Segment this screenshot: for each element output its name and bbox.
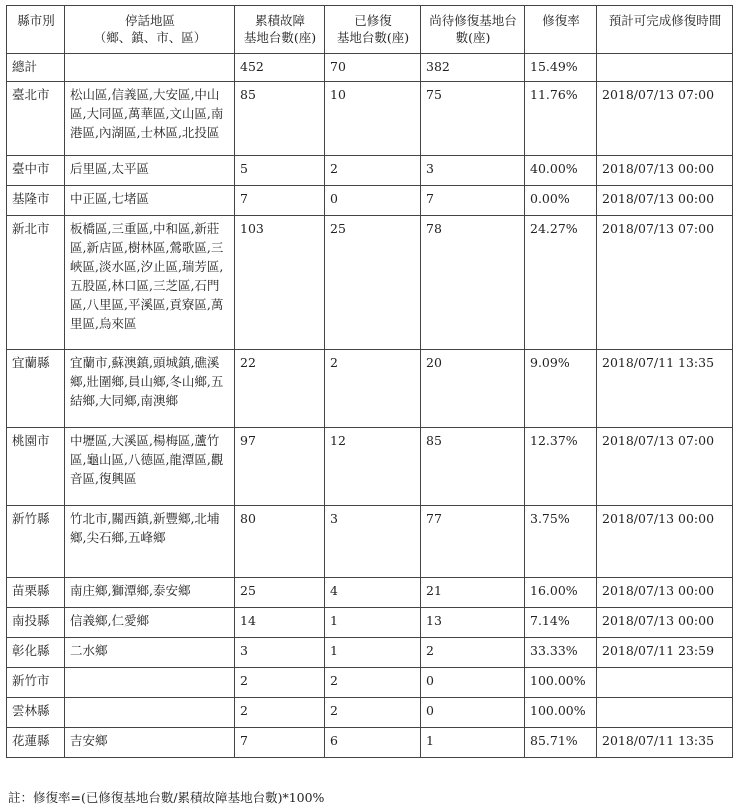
cell-county: 新北市 — [7, 216, 65, 350]
cell-faulty: 103 — [235, 216, 325, 350]
cell-rate: 85.71% — [525, 728, 597, 758]
cell-faulty: 22 — [235, 350, 325, 428]
cell-area: 南庄鄉,獅潭鄉,泰安鄉 — [65, 578, 235, 608]
cell-area: 二水鄉 — [65, 638, 235, 668]
cell-repaired: 2 — [325, 350, 421, 428]
cell-faulty: 85 — [235, 82, 325, 156]
cell-rate: 12.37% — [525, 428, 597, 506]
cell-faulty: 5 — [235, 156, 325, 186]
cell-pending: 7 — [421, 186, 525, 216]
cell-county: 新竹縣 — [7, 506, 65, 578]
cell-area: 板橋區,三重區,中和區,新莊區,新店區,樹林區,鶯歌區,三峽區,淡水區,汐止區,瑞芳區,五股區,林口區,三芝區,石門區,八里區,平溪區,貢寮區,萬里區,烏來區 — [65, 216, 235, 350]
cell-faulty: 25 — [235, 578, 325, 608]
cell-area — [65, 668, 235, 698]
table-row — [7, 428, 733, 506]
cell-faulty: 80 — [235, 506, 325, 578]
table-row — [7, 156, 733, 186]
cell-county: 雲林縣 — [7, 698, 65, 728]
cell-eta — [597, 54, 733, 82]
cell-rate: 33.33% — [525, 638, 597, 668]
cell-repaired: 6 — [325, 728, 421, 758]
cell-rate: 100.00% — [525, 668, 597, 698]
cell-pending: 0 — [421, 698, 525, 728]
cell-area — [65, 698, 235, 728]
header-area: 停話地區 （鄉、鎮、市、區） — [65, 6, 235, 54]
cell-county: 宜蘭縣 — [7, 350, 65, 428]
cell-pending: 382 — [421, 54, 525, 82]
table-row — [7, 216, 733, 350]
cell-faulty: 7 — [235, 186, 325, 216]
cell-rate: 16.00% — [525, 578, 597, 608]
cell-area: 信義鄉,仁愛鄉 — [65, 608, 235, 638]
cell-area — [65, 54, 235, 82]
cell-faulty: 7 — [235, 728, 325, 758]
cell-faulty: 2 — [235, 698, 325, 728]
cell-county: 基隆市 — [7, 186, 65, 216]
header-county: 縣市別 — [7, 6, 65, 54]
cell-eta — [597, 668, 733, 698]
cell-area: 中正區,七堵區 — [65, 186, 235, 216]
cell-area: 宜蘭市,蘇澳鎮,頭城鎮,礁溪鄉,壯圍鄉,員山鄉,冬山鄉,五結鄉,大同鄉,南澳鄉 — [65, 350, 235, 428]
cell-rate: 24.27% — [525, 216, 597, 350]
table-row — [7, 82, 733, 156]
cell-area: 竹北市,關西鎮,新豐鄉,北埔鄉,尖石鄉,五峰鄉 — [65, 506, 235, 578]
cell-county: 臺北市 — [7, 82, 65, 156]
cell-rate: 0.00% — [525, 186, 597, 216]
header-pending: 尚待修復基地台 數(座) — [421, 6, 525, 54]
cell-eta: 2018/07/13 07:00 — [597, 428, 733, 506]
cell-pending: 13 — [421, 608, 525, 638]
cell-county: 臺中市 — [7, 156, 65, 186]
outage-table — [6, 5, 733, 758]
cell-eta: 2018/07/13 07:00 — [597, 82, 733, 156]
table-row — [7, 728, 733, 758]
cell-repaired: 25 — [325, 216, 421, 350]
cell-eta — [597, 698, 733, 728]
cell-repaired: 70 — [325, 54, 421, 82]
cell-county: 彰化縣 — [7, 638, 65, 668]
cell-repaired: 4 — [325, 578, 421, 608]
table-row — [7, 350, 733, 428]
cell-faulty: 14 — [235, 608, 325, 638]
cell-rate: 40.00% — [525, 156, 597, 186]
header-eta: 預計可完成修復時間 — [597, 6, 733, 54]
cell-eta: 2018/07/11 13:35 — [597, 728, 733, 758]
cell-rate: 9.09% — [525, 350, 597, 428]
cell-rate: 100.00% — [525, 698, 597, 728]
cell-repaired: 2 — [325, 698, 421, 728]
cell-county: 南投縣 — [7, 608, 65, 638]
cell-repaired: 3 — [325, 506, 421, 578]
cell-pending: 0 — [421, 668, 525, 698]
cell-pending: 3 — [421, 156, 525, 186]
cell-eta: 2018/07/11 13:35 — [597, 350, 733, 428]
cell-eta: 2018/07/11 23:59 — [597, 638, 733, 668]
cell-pending: 75 — [421, 82, 525, 156]
cell-area: 松山區,信義區,大安區,中山區,大同區,萬華區,文山區,南港區,內湖區,士林區,北投區 — [65, 82, 235, 156]
cell-eta: 2018/07/13 00:00 — [597, 506, 733, 578]
cell-area: 吉安鄉 — [65, 728, 235, 758]
cell-repaired: 12 — [325, 428, 421, 506]
table-row — [7, 638, 733, 668]
cell-county: 總計 — [7, 54, 65, 82]
cell-county: 桃園市 — [7, 428, 65, 506]
cell-rate: 11.76% — [525, 82, 597, 156]
cell-county: 苗栗縣 — [7, 578, 65, 608]
cell-pending: 20 — [421, 350, 525, 428]
cell-county: 花蓮縣 — [7, 728, 65, 758]
cell-repaired: 2 — [325, 668, 421, 698]
cell-eta: 2018/07/13 00:00 — [597, 608, 733, 638]
table-row — [7, 698, 733, 728]
header-repaired: 已修復 基地台數(座) — [325, 6, 421, 54]
cell-pending: 21 — [421, 578, 525, 608]
cell-eta: 2018/07/13 00:00 — [597, 156, 733, 186]
cell-repaired: 10 — [325, 82, 421, 156]
cell-eta: 2018/07/13 00:00 — [597, 186, 733, 216]
cell-faulty: 452 — [235, 54, 325, 82]
table-row — [7, 578, 733, 608]
cell-pending: 2 — [421, 638, 525, 668]
cell-pending: 1 — [421, 728, 525, 758]
cell-repaired: 0 — [325, 186, 421, 216]
table-body — [7, 54, 733, 758]
table-row — [7, 506, 733, 578]
cell-area: 中壢區,大溪區,楊梅區,蘆竹區,龜山區,八德區,龍潭區,觀音區,復興區 — [65, 428, 235, 506]
cell-rate: 15.49% — [525, 54, 597, 82]
cell-repaired: 1 — [325, 638, 421, 668]
cell-faulty: 97 — [235, 428, 325, 506]
cell-area: 后里區,太平區 — [65, 156, 235, 186]
cell-county: 新竹市 — [7, 668, 65, 698]
cell-faulty: 3 — [235, 638, 325, 668]
cell-faulty: 2 — [235, 668, 325, 698]
header-faulty: 累積故障 基地台數(座) — [235, 6, 325, 54]
cell-repaired: 2 — [325, 156, 421, 186]
cell-pending: 77 — [421, 506, 525, 578]
footnote: 註：修復率=(已修復基地台數/累積故障基地台數)*100% — [8, 790, 325, 805]
table-row — [7, 54, 733, 82]
cell-eta: 2018/07/13 00:00 — [597, 578, 733, 608]
table-row — [7, 668, 733, 698]
cell-rate: 3.75% — [525, 506, 597, 578]
header-rate: 修復率 — [525, 6, 597, 54]
cell-pending: 78 — [421, 216, 525, 350]
cell-pending: 85 — [421, 428, 525, 506]
cell-repaired: 1 — [325, 608, 421, 638]
table-row — [7, 608, 733, 638]
cell-eta: 2018/07/13 07:00 — [597, 216, 733, 350]
table-row — [7, 186, 733, 216]
header-row — [7, 6, 733, 54]
cell-rate: 7.14% — [525, 608, 597, 638]
